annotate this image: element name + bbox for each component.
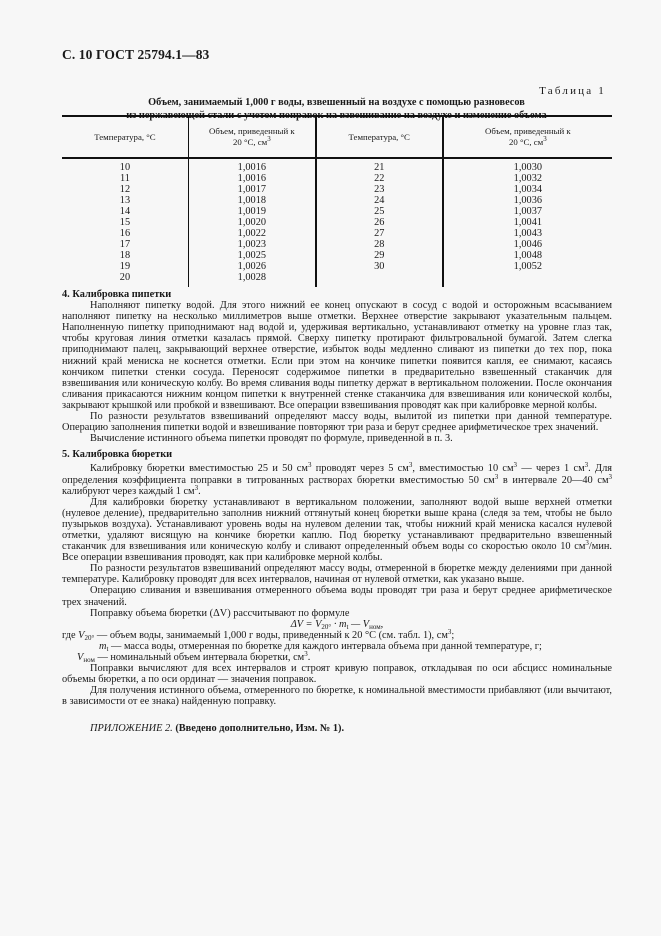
col-header-volume-line1: Объем, приведенный к [485,126,571,136]
subscript: 20° [321,622,332,631]
volume-cell: 1,0026 [188,261,315,272]
temp-cell: 19 [62,261,188,272]
volume-cell: 1,0043 [513,228,542,239]
formula-part: ΔV = V [290,618,322,630]
appendix-note [62,723,612,734]
volume-cell: 1,0036 [513,195,542,206]
table-title-line2: из нержавеющей стали с учетом поправок на взвешивание на воздухе и изменение объема [126,109,547,121]
where-item-mt [62,641,612,652]
volume-cell: 1,0018 [188,195,315,206]
superscript: 3 [584,461,589,470]
volume-cell [443,272,612,287]
text-run: — через 1 см [517,463,585,475]
temp-cell: 15 [62,217,188,228]
text-run: где [62,629,79,641]
volume-table [62,115,612,287]
table-row [62,239,612,250]
superscript: 3 [585,539,589,548]
volume-cell: 1,0016 [188,173,315,184]
table-header-row [62,116,612,158]
section-5-paragraph-7: Для получения истинного объема, отмеренного по бюретке, к номинальной вместимости прибавляют (или вычитают, в зависимости от ее знака) найденную поправку. [62,685,612,708]
temp-cell: 27 [316,228,443,239]
temp-cell: 24 [316,195,443,206]
volume-cell: 1,0034 [513,184,542,195]
text-run: Калибровку бюретки вместимостью 25 и 50 см [90,463,308,475]
superscript: 3 [543,135,547,143]
section-5-paragraph-5: Поправку объема бюретки (ΔV) рассчитывают по формуле [90,607,350,619]
table-row [62,250,612,261]
volume-cell: 1,0030 [513,162,542,173]
temp-cell: 28 [316,239,443,250]
section-4-paragraph-3: Вычисление истинного объема пипетки проводят по формуле, приведенной в п. 3. [90,433,453,445]
col-header-volume-2 [443,116,612,158]
text-run: проводят через 5 см [311,463,409,475]
volume-cell: 1,0028 [188,272,315,287]
section-5-paragraph-6: Поправки вычисляют для всех интервалов и строят кривую поправок, откладывая по оси абсцисс номинальные объемы бюретки, а по оси ординат — значения поправок. [62,663,612,686]
col-header-volume-1 [188,116,315,158]
text-run: Для калибровки бюретку устанавливают в вертикальном положении, заполняют водой выше верхней отметки (нулевое деление), предварительно заполнив нижний оттянутый конец бюретки выше крана (следя за тем, чтобы не было пузырьков воздуха). Устанавливают уровень воды на нулевом делении так, чтобы нижний край мениска касался нулевой отметки, удаляют висящую на кончике бюретки каплю. Под бюретку устанавливают предварительно взвешенный стаканчик для взвешивания или коническую колбу и сливают определенный объем воды со скоростью около 10 см [62,496,612,553]
text-run: — масса воды, отмеренная по бюретке для каждого интервала объема при данной температуре, г; [108,640,542,652]
text-run: . [307,652,311,663]
table-row [62,206,612,217]
temp-cell: 30 [316,261,443,272]
temp-cell: 12 [62,184,188,195]
temp-cell: 13 [62,195,188,206]
symbol: V [78,629,85,641]
text-run: /мин. Все операции взвешивания проводят, как при калибровке мерной колбы. [62,541,612,564]
temp-cell: 23 [316,184,443,195]
appendix-label: ПРИЛОЖЕНИЕ 2. [90,723,173,735]
temp-cell: 11 [62,173,188,184]
volume-cell: 1,0048 [513,250,542,261]
subscript: t [106,644,109,653]
superscript: 3 [307,461,312,470]
section-5-heading: 5. Калибровка бюретки [62,449,173,461]
section-5-paragraph-1 [62,463,612,496]
volume-cell: 1,0052 [513,261,542,272]
document-body [62,289,612,735]
superscript: 3 [494,472,499,481]
where-item-v20 [62,627,612,642]
text-run: — номинальный объем интервала бюретки, см [94,652,305,663]
table-row [62,195,612,206]
symbol: m [99,640,107,652]
table-row [62,217,612,228]
temp-cell: 10 [62,158,188,173]
volume-cell: 1,0041 [513,217,542,228]
where-item-vnom [62,652,612,663]
table-row [62,158,612,173]
temp-cell: 29 [316,250,443,261]
subscript: 20° [84,633,95,642]
table-row [62,173,612,184]
col-header-volume-line1: Объем, приведенный к [209,126,295,136]
table-row [62,261,612,272]
superscript: 3 [408,461,413,470]
text-run: ; [451,629,455,641]
section-4-paragraph-2: По разности результатов взвешиваний определяют массу воды, вылитой из пипетки при данной температуре. Операцию заполнения пипетки водой и взвешивание повторяют три раза и берут среднее арифметическое трех значений. [62,411,612,434]
superscript: 3 [267,135,271,143]
volume-cell: 1,0016 [188,158,315,173]
table-row [62,272,612,287]
symbol: V [77,652,84,663]
subscript: ном [369,622,381,631]
table-row [62,184,612,195]
temp-cell: 14 [62,206,188,217]
page-header: С. 10 ГОСТ 25794.1—83 [62,47,210,62]
superscript: 3 [194,483,199,492]
volume-cell: 1,0020 [188,217,315,228]
text-run: . Для определения коэффициента поправки в титрованных растворах бюретки вместимостью 50 см [62,463,613,486]
appendix-note-text: (Введено дополнительно, Изм. № 1). [172,723,345,735]
section-4-heading: 4. Калибровка пипетки [62,289,172,300]
superscript: 3 [608,472,612,481]
volume-cell: 1,0022 [188,228,315,239]
temp-cell: 20 [62,272,188,287]
col-header-temperature-2: Температура, °С [316,116,443,158]
temp-cell: 18 [62,250,188,261]
table-number: Таблица 1 [539,85,606,97]
volume-cell: 1,0046 [513,239,542,250]
text-run: , вместимостью 10 см [412,463,514,475]
volume-cell: 1,0017 [188,184,315,195]
volume-cell: 1,0037 [513,206,542,217]
section-5-paragraph-2 [62,497,612,564]
section-5-paragraph-3: По разности результатов взвешиваний определяют массу воды, отмеренной в бюретке между делениями при данной температуре. Калибровку проводят для всех интервалов, начиная от нулевой отметки, как указано выше. [62,563,612,586]
text-run: калибруют через каждый 1 см [62,485,195,497]
text-run: . [198,485,201,497]
temp-cell: 16 [62,228,188,239]
col-header-volume-line2: 20 °С, см [232,137,268,147]
temp-cell: 26 [316,217,443,228]
volume-cell: 1,0023 [188,239,315,250]
volume-cell: 1,0019 [188,206,315,217]
table-title-line1: Объем, занимаемый 1,000 г воды, взвешенный на воздухе с помощью разновесов [148,97,525,108]
volume-cell: 1,0025 [188,250,315,261]
temp-cell [316,272,443,287]
formula-part: , [380,618,384,630]
section-4-paragraph-1: Наполняют пипетку водой. Для этого нижний ее конец опускают в сосуд с водой и осторожным всасыванием наполняют пипетку на несколько миллиметров выше отметки. Верхнее отверстие закрывают указательным пальцем. Наполненную пипетку приподнимают над водой и, удерживая вертикально, устанавливают отметку на уровне глаз так, чтобы круговая линия отметки казалась прямой. Сверху пипетку протирают фильтровальной бумагой. Затем слегка приподнимают палец, закрывающий верхнее отверстие, избыток воды медленно сливают из пипетки до тех пор, пока нижний край мениска не коснется отметки. Если при этом на кончике пипетки появится капля, ее снимают, касаясь кончиком пипетки стенки сосуда. Переносят содержимое пипетки в предварительно взвешенный стаканчик для взвешивания или коническую колбу. Во время сливания воды пипетку держат в вертикальном положении. После окончания сливания прикасаются нижним концом пипетки к внутренней стенке стаканчика для взвешивания или конической колбы, закрывают крышкой или пробкой и взвешивают. Все операции взвешивания проводят как при калибровке мерной колбы. [62,300,612,411]
superscript: 3 [513,461,518,470]
table-row [62,228,612,239]
volume-cell: 1,0032 [513,173,542,184]
superscript: 3 [447,627,452,636]
temp-cell: 22 [316,173,443,184]
text-run: — объем воды, занимаемый 1,000 г воды, приведенный к 20 °С (см. табл. 1), см [94,629,448,641]
formula-part: · m [331,618,347,630]
temp-cell: 25 [316,206,443,217]
formula-part: — V [348,618,370,630]
temp-cell: 21 [316,158,443,173]
col-header-temperature-1: Температура, °С [62,116,188,158]
subscript: ном [83,656,95,664]
superscript: 3 [304,650,308,658]
section-5-paragraph-4: Операцию сливания и взвешивания отмеренного объема воды проводят три раза и берут среднее арифметическое трех значений. [62,585,612,608]
correction-formula [62,619,612,630]
col-header-volume-line2: 20 °С, см [508,137,544,147]
temp-cell: 17 [62,239,188,250]
text-run: в интервале 20—40 см [498,474,609,486]
subscript: t [346,622,349,631]
